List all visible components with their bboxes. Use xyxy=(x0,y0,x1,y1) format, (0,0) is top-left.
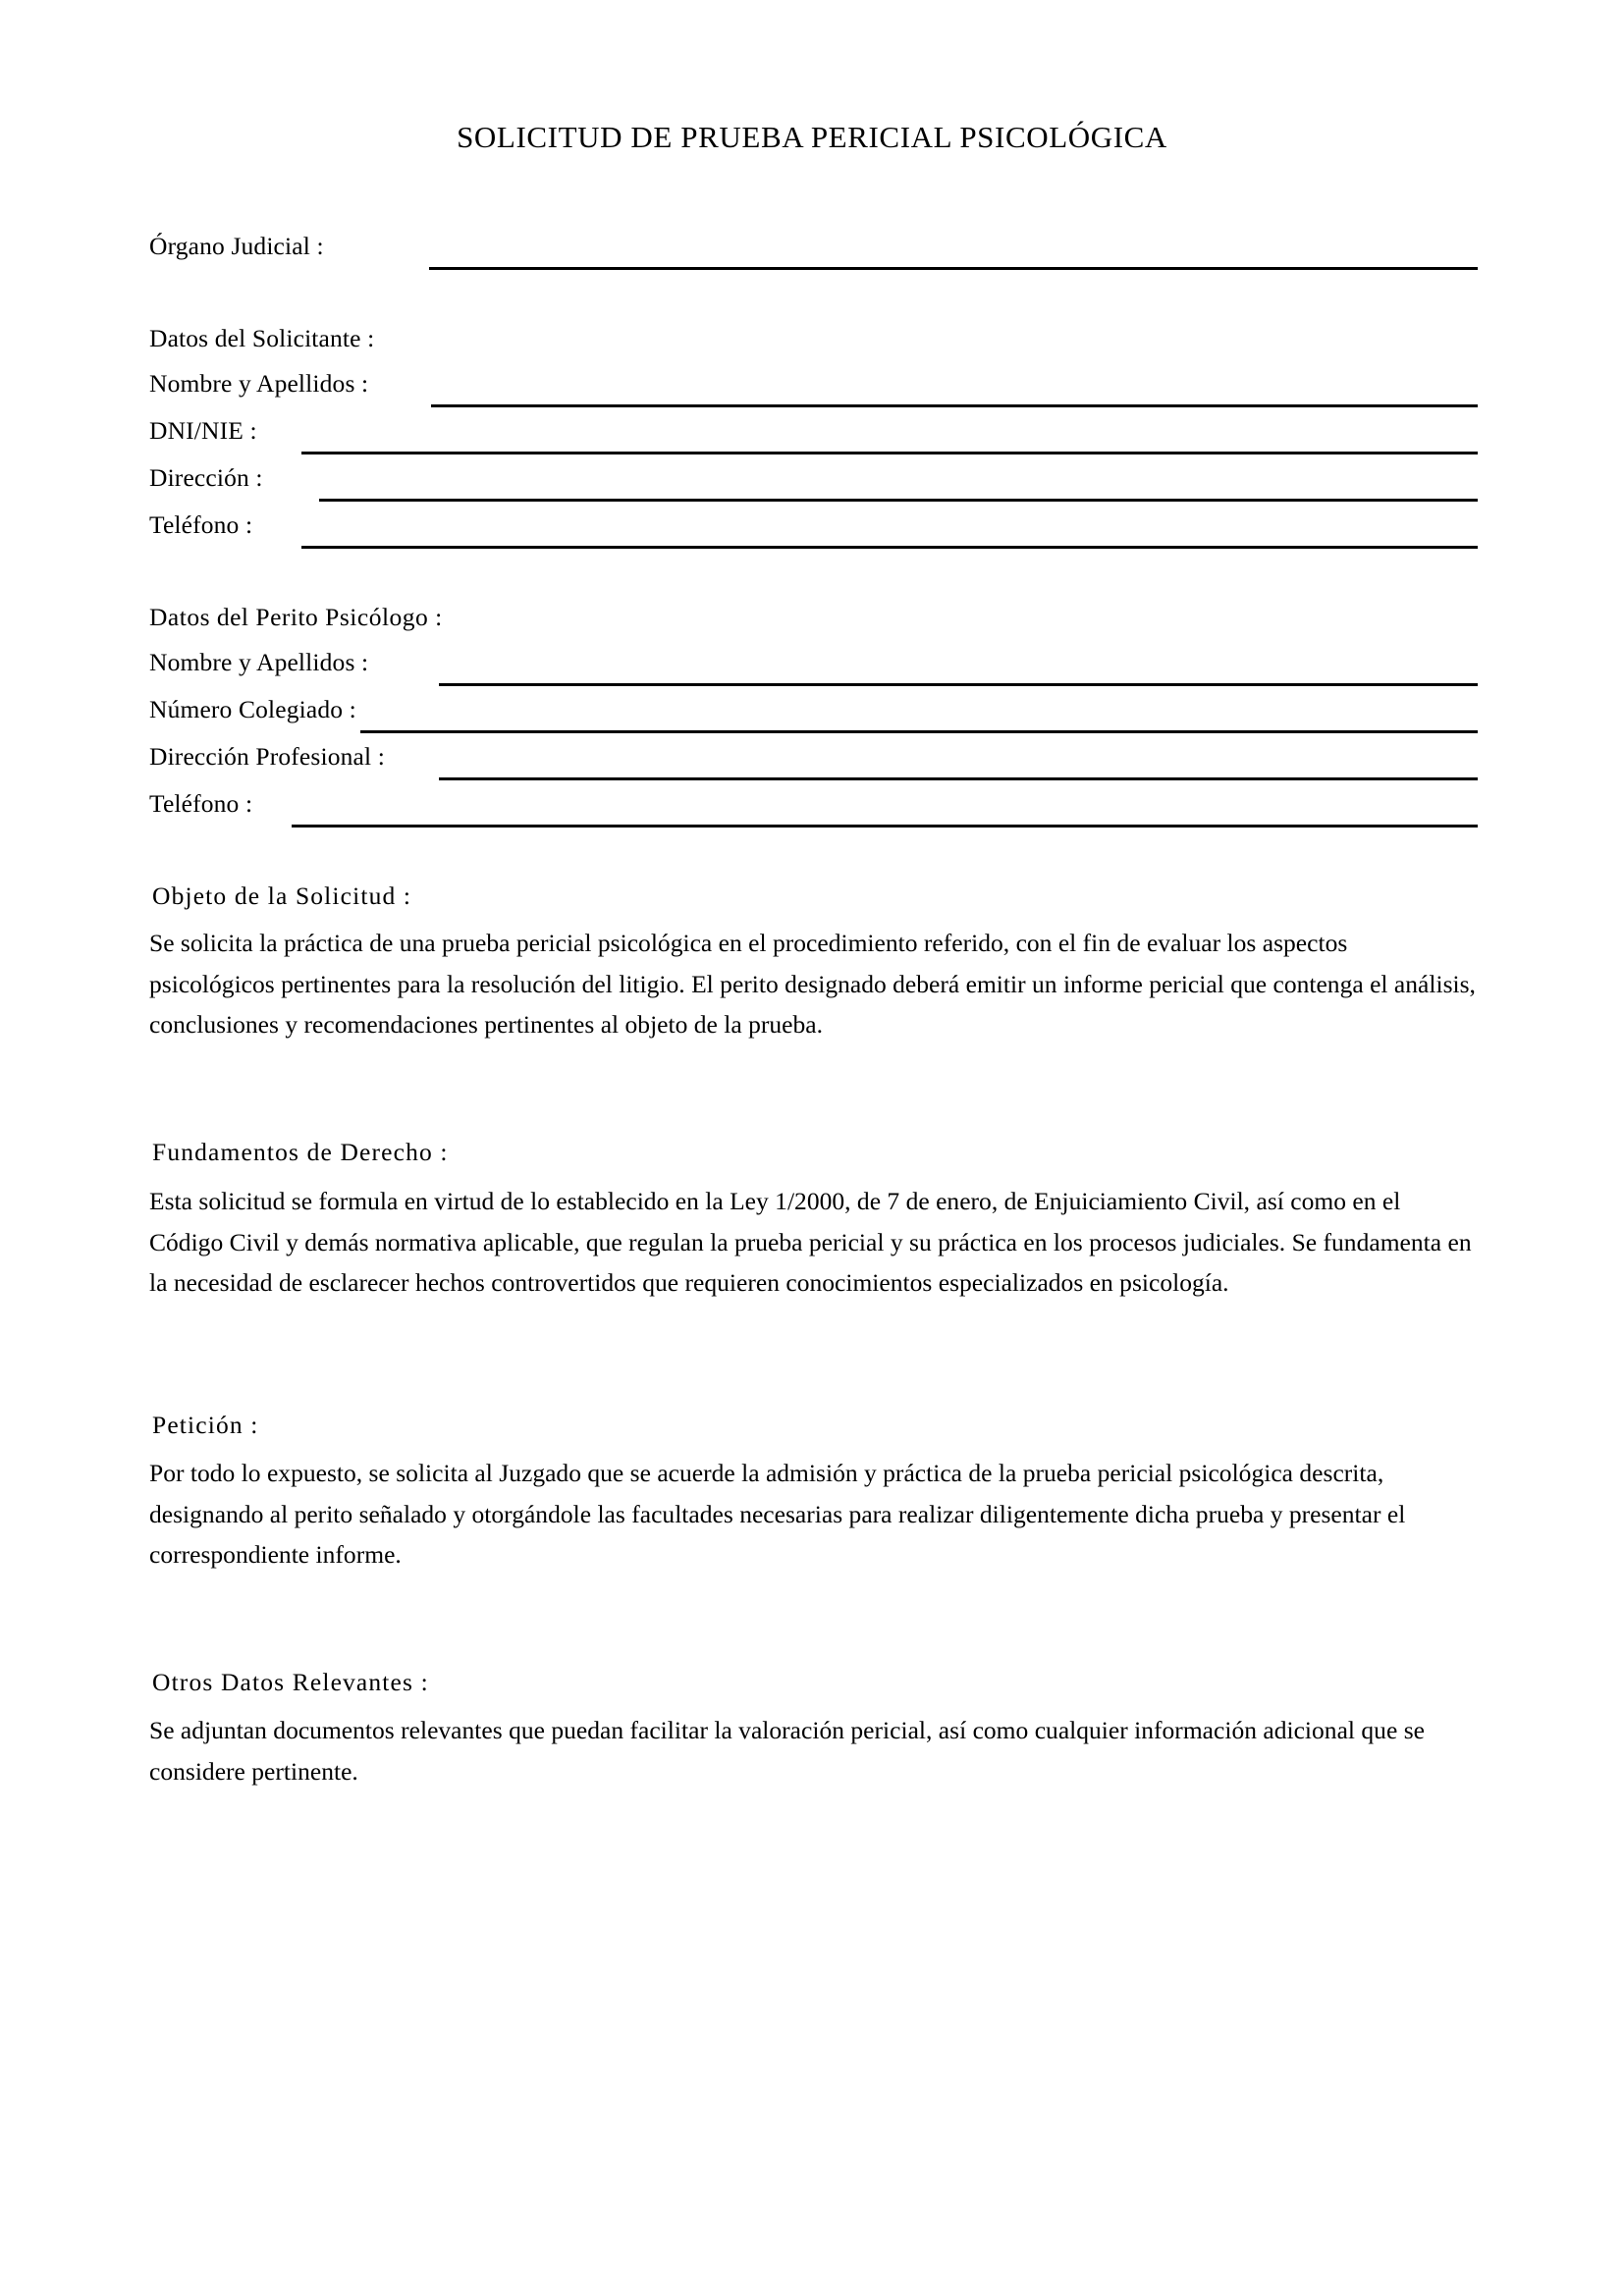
section-heading-objeto: Objeto de la Solicitud : xyxy=(152,881,412,910)
field-row-perito-telefono xyxy=(149,789,1478,834)
group-heading-solicitante: Datos del Solicitante : xyxy=(149,324,375,352)
field-label-organo-judicial: Órgano Judicial : xyxy=(149,232,324,260)
field-row-solicitante-telefono xyxy=(149,510,1478,556)
group-heading-perito: Datos del Perito Psicólogo : xyxy=(149,603,443,631)
field-label-solicitante-telefono: Teléfono : xyxy=(149,510,253,539)
field-input-perito-nombre[interactable] xyxy=(439,683,1478,686)
field-label-solicitante-dni: DNI/NIE : xyxy=(149,416,257,445)
field-input-organo-judicial[interactable] xyxy=(429,267,1478,270)
section-body-objeto: Se solicita la práctica de una prueba pericial psicológica en el procedimiento referido, con el fin de evaluar los aspectos psicológicos pertinentes para la resolución del litigio. El perito designado deberá emitir un informe pericial que contenga el análisis, conclusiones y recomendaciones pertinentes al objeto de la prueba. xyxy=(149,929,1476,1039)
page-title: SOLICITUD DE PRUEBA PERICIAL PSICOLÓGICA xyxy=(457,120,1167,154)
field-label-perito-telefono: Teléfono : xyxy=(149,789,253,818)
field-row-perito-direccion xyxy=(149,742,1478,787)
field-label-perito-colegiado: Número Colegiado : xyxy=(149,695,356,723)
field-input-perito-direccion[interactable] xyxy=(439,777,1478,780)
field-input-perito-telefono[interactable] xyxy=(292,825,1478,828)
field-input-solicitante-direccion[interactable] xyxy=(319,499,1478,502)
field-label-solicitante-direccion: Dirección : xyxy=(149,463,263,492)
field-row-solicitante-direccion xyxy=(149,463,1478,508)
field-label-perito-nombre: Nombre y Apellidos : xyxy=(149,648,369,676)
field-row-solicitante-dni xyxy=(149,416,1478,461)
section-body-otros: Se adjuntan documentos relevantes que puedan facilitar la valoración pericial, así como cualquier información adicional que se considere pertinente. xyxy=(149,1716,1425,1786)
field-input-solicitante-nombre[interactable] xyxy=(431,404,1478,407)
section-heading-peticion: Petición : xyxy=(152,1411,259,1439)
section-body-fundamentos: Esta solicitud se formula en virtud de lo establecido en la Ley 1/2000, de 7 de enero, de Enjuiciamiento Civil, así como en el Código Civil y demás normativa aplicable, que regulan la prueba pericial y su práctica en los procesos judiciales. Se fundamenta en la necesidad de esclarecer hechos controvertidos que requieren conocimientos especializados en psicología. xyxy=(149,1187,1472,1297)
field-row-perito-nombre xyxy=(149,648,1478,693)
section-body-peticion: Por todo lo expuesto, se solicita al Juzgado que se acuerde la admisión y práctica de la prueba pericial psicológica descrita, designando al perito señalado y otorgándole las facultades necesarias para realizar diligentemente dicha prueba y presentar el correspondiente informe. xyxy=(149,1459,1406,1569)
field-input-solicitante-dni[interactable] xyxy=(301,452,1478,454)
field-input-perito-colegiado[interactable] xyxy=(360,730,1478,733)
field-label-perito-direccion: Dirección Profesional : xyxy=(149,742,385,771)
field-row-organo-judicial xyxy=(149,232,1478,277)
section-heading-fundamentos: Fundamentos de Derecho : xyxy=(152,1138,449,1166)
field-row-perito-colegiado xyxy=(149,695,1478,740)
section-heading-otros: Otros Datos Relevantes : xyxy=(152,1668,429,1696)
field-input-solicitante-telefono[interactable] xyxy=(301,546,1478,549)
field-label-solicitante-nombre: Nombre y Apellidos : xyxy=(149,369,369,398)
field-row-solicitante-nombre xyxy=(149,369,1478,414)
